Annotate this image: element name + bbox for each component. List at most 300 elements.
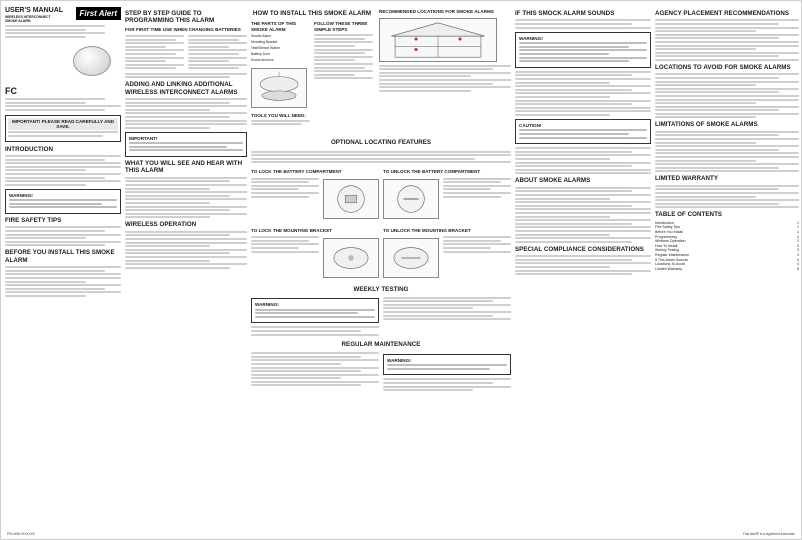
text-line (515, 154, 651, 156)
text-line (379, 83, 493, 85)
text-line (383, 304, 511, 306)
text-line (314, 63, 373, 65)
text-line (515, 270, 651, 272)
important-title: IMPORTANT! (129, 135, 158, 141)
toc-label: Programming (655, 234, 677, 239)
text-line (5, 270, 105, 272)
lock-row (251, 167, 511, 222)
text-line (515, 103, 632, 105)
toc-label: Fire Safety Tips (655, 225, 680, 230)
toc-heading: TABLE OF CONTENTS (655, 211, 723, 219)
toc-list (655, 221, 799, 272)
text-line (251, 158, 475, 160)
text-line (5, 237, 86, 239)
important-banner-title: IMPORTANT! PLEASE READ CAREFULLY AND SAVE. (8, 118, 118, 130)
text-line (251, 178, 319, 180)
install-top (251, 19, 373, 127)
warning-box (5, 189, 121, 214)
text-line (515, 241, 632, 243)
text-line (125, 60, 166, 62)
text-line (255, 312, 358, 314)
wireless-heading: WIRELESS OPERATION (125, 221, 197, 229)
text-line (188, 46, 229, 48)
text-line (251, 151, 511, 153)
text-line (387, 364, 507, 366)
text-line (515, 23, 632, 25)
text-line (443, 178, 511, 180)
text-line (515, 234, 610, 236)
text-line (188, 35, 247, 37)
text-line (5, 166, 121, 168)
text-line (9, 206, 117, 208)
text-line (125, 263, 247, 265)
text-line (443, 181, 501, 183)
text-line (515, 219, 651, 221)
text-line (443, 185, 511, 187)
text-line (125, 231, 247, 233)
text-line (655, 55, 779, 57)
text-line (443, 240, 501, 242)
parts-diagram-svg (252, 69, 306, 107)
toc-page: 5 (797, 266, 799, 271)
text-line (251, 161, 511, 163)
follow-heading: FOLLOW THESE THREE SIMPLE STEPS (314, 21, 368, 32)
maintenance-col-a (251, 351, 379, 393)
text-line (515, 165, 632, 167)
text-line (655, 170, 799, 172)
text-line (125, 209, 230, 211)
before-install-heading: BEFORE YOU INSTALL THIS SMOKE ALARM (5, 249, 115, 264)
house-diagram-svg (380, 19, 496, 61)
text-line (125, 180, 230, 182)
text-line (515, 71, 651, 73)
toc-page: 3 (797, 243, 799, 248)
part-label: Mounting Bracket (251, 39, 278, 44)
text-line (655, 59, 799, 61)
text-line (125, 184, 247, 186)
sounds-heading: IF THIS SMOCK ALARM SOUNDS (515, 10, 615, 17)
text-line (655, 23, 779, 25)
text-line (5, 162, 121, 164)
text-line (383, 389, 473, 391)
lock-mount-diagram-svg (324, 239, 378, 277)
step-subheading: FOR FIRST TIME USE WHEN CHANGING BATTERIES (125, 26, 241, 32)
text-line (383, 307, 473, 309)
text-line (9, 199, 117, 201)
unlock-battery-block (383, 167, 511, 222)
follow-block (314, 19, 373, 127)
text-line (515, 230, 651, 232)
text-line (314, 52, 365, 54)
text-line (443, 247, 491, 249)
unlock-text (443, 176, 511, 222)
text-line (515, 216, 610, 218)
text-line (5, 102, 86, 104)
part-label: Smoke Alarm (251, 33, 272, 38)
text-line (125, 64, 184, 66)
text-line (655, 52, 799, 54)
text-line (655, 99, 799, 101)
text-line (251, 236, 319, 238)
text-line (515, 107, 651, 109)
manual-title: USER'S MANUAL (5, 7, 64, 14)
text-line (125, 46, 166, 48)
text-line (5, 281, 86, 283)
text-line (125, 102, 230, 104)
text-line (251, 384, 361, 386)
text-line (655, 19, 799, 21)
text-line (125, 116, 230, 118)
text-line (251, 363, 341, 365)
weekly-col-b (383, 295, 511, 337)
lock-diagram-svg (324, 180, 378, 218)
maintenance-col-b (383, 351, 511, 393)
text-line (655, 134, 779, 136)
text-line (443, 192, 511, 194)
text-line (379, 90, 471, 92)
column-cover (5, 7, 121, 535)
text-line (188, 57, 247, 59)
important-banner (5, 115, 121, 142)
text-line (125, 188, 210, 190)
text-line (314, 41, 373, 43)
text-line (125, 120, 247, 122)
lock-text (251, 176, 319, 222)
text-line (251, 326, 379, 328)
text-line (251, 192, 319, 194)
text-line (515, 194, 651, 196)
text-line (125, 105, 247, 107)
text-line (9, 203, 102, 205)
agency-heading: AGENCY PLACEMENT RECOMMENDATIONS (655, 10, 790, 17)
lock-mount-text (251, 235, 319, 281)
text-line (5, 25, 105, 27)
text-line (515, 266, 610, 268)
parts-block (251, 19, 310, 127)
text-line (125, 256, 247, 258)
limitations-heading: LIMITATIONS OF SMOKE ALARMS (655, 121, 758, 129)
text-line (125, 177, 247, 179)
text-line (515, 259, 632, 261)
footer-trademark: First Alert® is a registered trademark (743, 532, 795, 536)
cover-header (5, 7, 121, 24)
text-line (515, 162, 651, 164)
maintenance-heading: REGULAR MAINTENANCE (341, 341, 421, 349)
text-line (515, 110, 651, 112)
text-line (655, 131, 799, 133)
text-line (255, 316, 375, 318)
text-line (188, 67, 239, 69)
part-label: Test/Silence Button (251, 46, 281, 50)
text-line (251, 251, 319, 253)
text-line (129, 146, 227, 148)
text-line (125, 238, 247, 240)
parts-heading: THE PARTS OF THIS SMOKE ALARM (251, 21, 297, 32)
text-line (519, 60, 629, 62)
text-line (5, 29, 86, 31)
text-line (125, 39, 176, 41)
lock-mount-block (251, 226, 379, 281)
text-line (188, 64, 247, 66)
text-line (125, 67, 176, 69)
fcc-logo: FC (5, 85, 17, 96)
text-line (655, 109, 779, 111)
text-line (515, 212, 651, 214)
toc-label: Wireless Operation (655, 239, 686, 244)
text-line (379, 68, 493, 70)
maintenance-warning-title: WARNING! (387, 357, 411, 363)
text-line (515, 190, 632, 192)
locations-heading: LOCATIONS TO AVOID FOR SMOKE ALARMS (655, 63, 791, 71)
special-heading: SPECIAL COMPLIANCE CONSIDERATIONS (515, 245, 644, 253)
optional-section (251, 149, 511, 529)
text-line (655, 37, 779, 39)
text-line (5, 109, 105, 111)
text-line (5, 273, 121, 275)
text-line (519, 133, 629, 135)
unlock-diagram (383, 179, 439, 219)
text-line (129, 142, 243, 144)
model-line: SMOKE ALARM (5, 19, 31, 24)
text-line (655, 145, 799, 147)
text-line (443, 251, 511, 253)
text-line (125, 57, 184, 59)
unlock-mount-block (383, 226, 511, 281)
step-col-b (188, 33, 247, 71)
text-line (251, 196, 309, 198)
unlock-mount-text (443, 235, 511, 281)
text-line (5, 36, 86, 38)
toc-label: Before You Install (655, 229, 683, 234)
text-line (379, 72, 511, 74)
parts-diagram (251, 68, 307, 108)
text-line (5, 98, 105, 100)
text-line (251, 120, 310, 122)
lock-battery-block (251, 167, 379, 222)
text-line (655, 81, 799, 83)
toc-label: Regular Maintenance (655, 252, 690, 257)
text-line (125, 109, 210, 111)
column-programming (125, 7, 247, 535)
text-line (655, 41, 799, 43)
text-line (125, 249, 247, 251)
text-line (515, 205, 632, 207)
text-line (515, 273, 632, 275)
text-line (125, 123, 247, 125)
text-line (383, 297, 511, 299)
weekly-warning-box (251, 298, 379, 323)
model-line: WIRELESS INTERCONNECT (5, 15, 51, 19)
text-line (125, 35, 184, 37)
text-line (129, 149, 243, 151)
text-line (655, 91, 779, 93)
toc-label: Limited Warranty (655, 266, 683, 271)
text-line (251, 154, 511, 156)
unlock-mount-heading: TO UNLOCK THE MOUNTING BRACKET (383, 227, 471, 233)
text-line (5, 173, 121, 175)
unlock-content (383, 176, 511, 222)
text-line (125, 98, 247, 100)
toc-page: 4 (797, 257, 799, 262)
toc-label: Locations To Avoid (655, 262, 685, 267)
toc-label: If This Alarm Sounds (655, 257, 689, 262)
text-line (655, 48, 756, 50)
important-box (125, 132, 247, 157)
text-line (383, 378, 511, 380)
toc-label: Weekly Testing (655, 248, 680, 253)
text-line (655, 185, 799, 187)
text-line (314, 59, 355, 61)
warning-title: WARNING! (9, 192, 33, 198)
toc-page: 2 (797, 239, 799, 244)
text-line (314, 34, 373, 36)
toc-row[interactable] (655, 267, 799, 272)
text-line (443, 243, 511, 245)
lock-content (251, 176, 379, 222)
weekly-heading: WEEKLY TESTING (353, 285, 409, 293)
text-line (251, 188, 299, 190)
maintenance-warning-box (383, 354, 511, 376)
mount-row (251, 226, 511, 281)
text-line (655, 160, 756, 162)
text-line (515, 96, 610, 98)
text-line (314, 38, 365, 40)
text-line (125, 127, 210, 129)
toc-page: 2 (797, 234, 799, 239)
text-line (251, 370, 361, 372)
text-line (5, 244, 105, 246)
text-line (655, 167, 779, 169)
text-line (655, 30, 756, 32)
text-line (5, 159, 105, 161)
text-line (251, 240, 309, 242)
text-line (125, 112, 247, 114)
text-line (251, 374, 379, 376)
step-col-a (125, 33, 184, 71)
text-line (188, 53, 239, 55)
toc-page: 3 (797, 248, 799, 253)
tools-heading: TOOLS YOU WILL NEED: (251, 112, 306, 118)
text-line (515, 78, 651, 80)
text-line (251, 381, 379, 383)
text-line (515, 169, 651, 171)
text-line (251, 247, 299, 249)
text-line (379, 75, 471, 77)
text-line (515, 226, 651, 228)
toc-page: 1 (797, 225, 799, 230)
adding-heading: ADDING AND LINKING ADDITIONAL WIRELESS INTERCONNECT ALARMS (125, 81, 238, 96)
text-line (655, 142, 756, 144)
text-line (655, 152, 799, 154)
text-line (5, 226, 121, 228)
weekly-row (251, 295, 511, 337)
text-line (251, 356, 361, 358)
recommended-heading: RECOMMENDED LOCATIONS FOR SMOKE ALARMS (379, 9, 494, 14)
text-line (5, 288, 105, 290)
text-line (515, 82, 610, 84)
text-line (314, 74, 355, 76)
text-line (655, 106, 799, 108)
text-line (8, 135, 103, 137)
text-line (5, 291, 121, 293)
text-line (125, 73, 247, 75)
text-line (655, 88, 799, 90)
text-line (655, 192, 799, 194)
text-line (383, 386, 511, 388)
lock-mount-diagram (323, 238, 379, 278)
column-house (379, 7, 511, 137)
text-line (515, 198, 610, 200)
text-line (515, 223, 632, 225)
text-line (251, 185, 319, 187)
fire-safety-heading: FIRE SAFETY TIPS (5, 217, 62, 225)
text-line (655, 95, 799, 97)
text-line (655, 188, 779, 190)
text-line (5, 266, 121, 268)
text-line (443, 196, 501, 198)
text-line (655, 34, 799, 36)
text-line (655, 116, 756, 118)
house-diagram (379, 18, 497, 62)
toc-label: Introduction (655, 220, 674, 225)
text-line (655, 206, 799, 208)
text-line (125, 202, 210, 204)
cover-title-block (5, 7, 63, 24)
text-line (188, 42, 247, 44)
text-line (515, 74, 632, 76)
text-line (314, 45, 355, 47)
footer-part-number: P/N M08-0XXX-000 (7, 532, 35, 536)
text-line (515, 262, 651, 264)
lock-mount-heading: TO LOCK THE MOUNTING BRACKET (251, 227, 333, 233)
text-line (251, 243, 319, 245)
maintenance-row (251, 351, 511, 393)
text-line (387, 368, 490, 370)
text-line (519, 42, 647, 44)
text-line (379, 79, 511, 81)
text-line (125, 53, 176, 55)
text-line (515, 114, 610, 116)
text-line (8, 131, 118, 133)
intro-heading: INTRODUCTION (5, 145, 54, 153)
text-line (314, 77, 373, 79)
text-line (125, 49, 184, 51)
column-agency (655, 7, 799, 535)
text-line (519, 57, 647, 59)
text-line (515, 237, 651, 239)
text-line (655, 138, 799, 140)
text-line (125, 195, 230, 197)
text-line (188, 39, 239, 41)
text-line (515, 85, 651, 87)
text-line (5, 169, 86, 171)
text-line (5, 155, 121, 157)
what-you-see-heading: WHAT YOU WILL SEE AND HEAR WITH THIS ALARM (125, 160, 243, 175)
text-line (188, 60, 229, 62)
text-line (515, 172, 651, 174)
step-grid (125, 33, 247, 71)
text-line (251, 359, 379, 361)
text-line (655, 27, 799, 29)
lock-diagram (323, 179, 379, 219)
text-line (655, 149, 779, 151)
text-line (515, 187, 651, 189)
toc-page: 1 (797, 229, 799, 234)
lock-heading: TO LOCK THE BATTERY COMPARTMENT (251, 169, 342, 175)
text-line (515, 151, 632, 153)
text-line (515, 255, 651, 257)
text-line (314, 67, 365, 69)
